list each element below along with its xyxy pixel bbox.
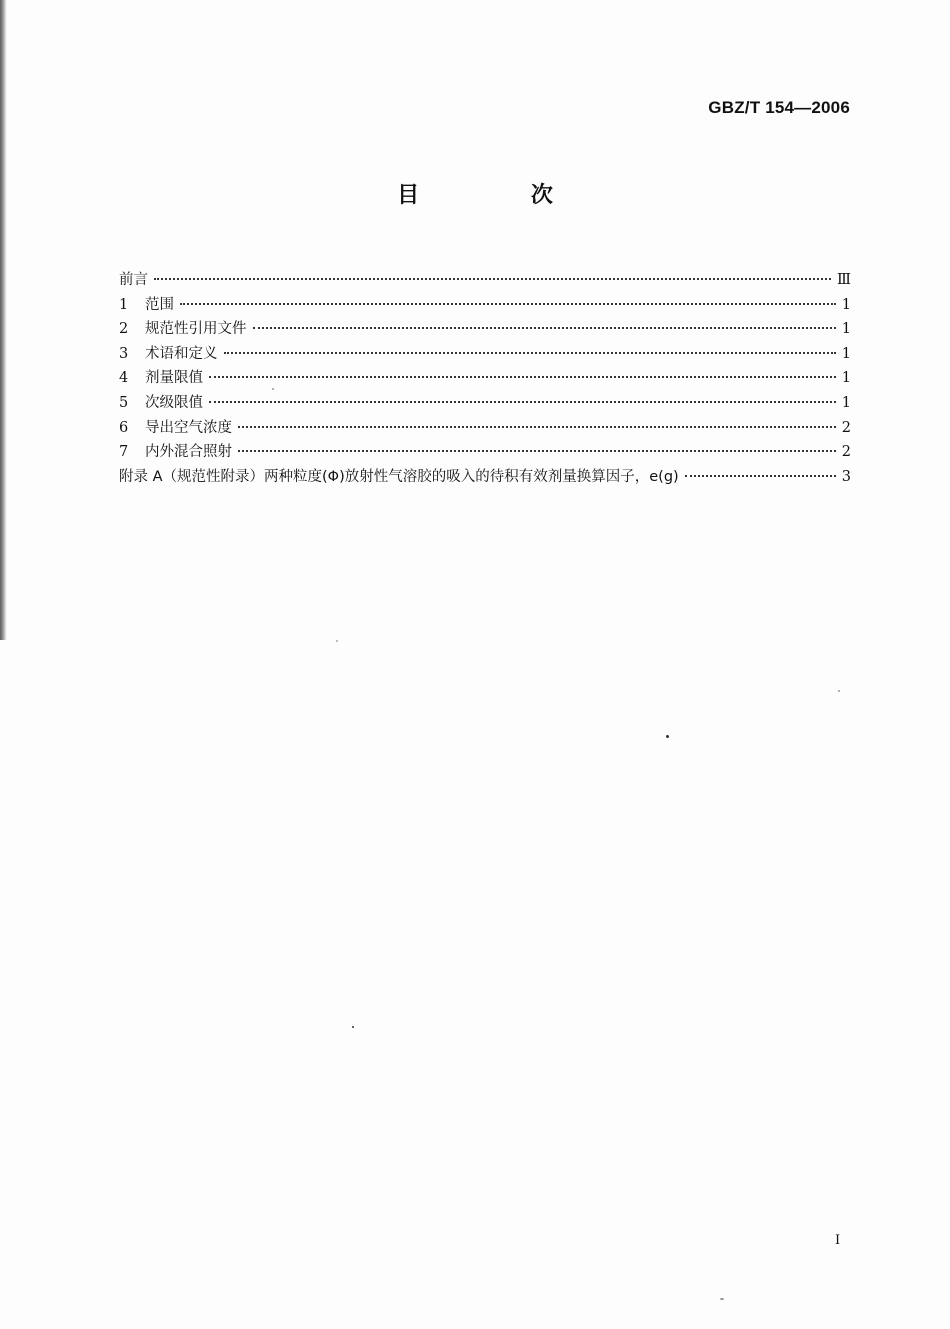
toc-entry-label: 范围	[145, 296, 174, 313]
toc-leader-dots	[238, 425, 836, 428]
toc-leader-dots	[209, 375, 836, 378]
toc-title: 目 次	[397, 183, 605, 208]
toc-leader-dots	[238, 449, 836, 452]
scan-speck	[272, 388, 274, 390]
scan-speck	[666, 735, 669, 738]
toc-entry-page: 1	[841, 370, 851, 387]
toc-leader-dots	[685, 474, 836, 477]
toc-entry-number: 1	[119, 296, 129, 313]
toc-entry-label: 剂量限值	[145, 370, 203, 387]
toc-entry-number: 5	[119, 394, 129, 411]
toc-entry-label: 内外混合照射	[145, 444, 232, 461]
toc-entry-number: 2	[119, 321, 129, 338]
toc-entry-2[interactable]	[119, 317, 851, 342]
toc-entry-number: 6	[119, 419, 129, 436]
toc-entry-7[interactable]	[119, 440, 851, 465]
toc-entry-label: 导出空气浓度	[145, 419, 232, 436]
toc-entry-label: 规范性引用文件	[145, 321, 247, 338]
scan-speck	[720, 1298, 724, 1300]
toc-entry-3[interactable]	[119, 342, 851, 367]
toc-entry-1[interactable]	[119, 293, 851, 318]
toc-entry-5[interactable]	[119, 391, 851, 416]
toc-leader-dots	[224, 351, 836, 354]
toc-entry-number: 4	[119, 370, 129, 387]
toc-leader-dots	[209, 400, 836, 403]
toc-entry-page: 1	[841, 321, 851, 338]
toc-entry-page: 3	[841, 468, 851, 485]
toc-entry-number: 7	[119, 444, 129, 461]
toc-entry-page: Ⅲ	[837, 272, 851, 288]
toc-entry-page: 1	[841, 296, 851, 313]
standard-code: GBZ/T 154—2006	[708, 98, 850, 117]
toc-entry-4[interactable]	[119, 366, 851, 391]
page-number: I	[835, 1233, 841, 1248]
toc-entry-page: 2	[841, 444, 851, 461]
toc-leader-dots	[180, 302, 836, 305]
toc-entry-page: 1	[841, 345, 851, 362]
toc-entry-page: 1	[841, 394, 851, 411]
table-of-contents	[119, 268, 851, 489]
toc-leader-dots	[154, 277, 831, 280]
toc-entry-page: 2	[841, 419, 851, 436]
toc-leader-dots	[253, 326, 836, 329]
toc-entry-label: 次级限值	[145, 394, 203, 411]
toc-entry-label: 术语和定义	[145, 345, 218, 362]
scan-speck	[336, 640, 338, 642]
toc-entry-foreword[interactable]	[119, 268, 851, 293]
scan-binding-edge	[0, 0, 7, 640]
toc-entry-label: 附录 A（规范性附录）两种粒度(Φ)放射性气溶胶的吸入的待积有效剂量换算因子，e(g)	[119, 468, 679, 485]
toc-entry-label: 前言	[119, 272, 148, 288]
toc-entry-6[interactable]	[119, 416, 851, 441]
scan-speck	[838, 690, 840, 692]
scan-speck	[352, 1026, 354, 1028]
toc-entry-appendix-a[interactable]	[119, 465, 851, 490]
toc-entry-number: 3	[119, 345, 129, 362]
